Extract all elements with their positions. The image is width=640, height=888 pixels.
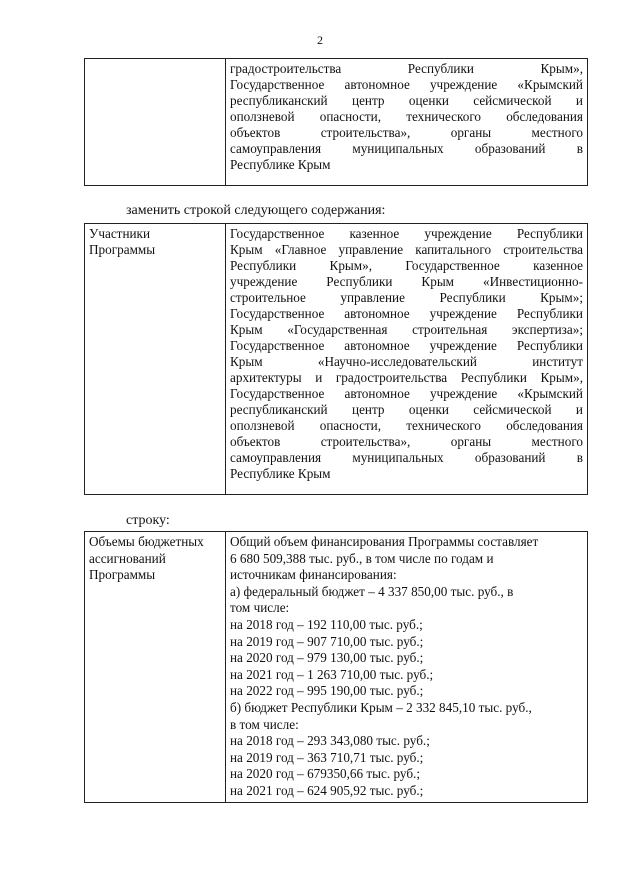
text-line: объектов строительства», органы местного [230, 125, 583, 140]
text-line: на 2022 год – 995 190,00 тыс. руб.; [230, 683, 424, 699]
text-line: а) федеральный бюджет – 4 337 850,00 тыс. руб., в [230, 583, 514, 599]
table-participants [84, 223, 588, 495]
text-line: самоуправления муниципальных образований в [230, 450, 583, 465]
table-right-cell [226, 532, 587, 802]
table-left-cell [85, 59, 226, 185]
table-budget [84, 531, 588, 803]
text-line: Республике Крым [230, 466, 331, 481]
text-line: оползневой опасности, технического обследования [230, 418, 583, 433]
text-line: оползневой опасности, технического обследования [230, 109, 583, 124]
text-line: архитектуры и градостроительства Республики Крым», [230, 370, 583, 385]
text-line: Крым «Научно-исследовательский институт [230, 354, 583, 369]
row-label-line: Объемы бюджетных [89, 534, 204, 549]
text-line: Республике Крым [230, 157, 331, 172]
row-label-line: Программы [89, 567, 156, 583]
text-line: в том числе: [230, 716, 299, 732]
text-line: на 2018 год – 192 110,00 тыс. руб.; [230, 616, 423, 632]
text-line: на 2019 год – 907 710,00 тыс. руб.; [230, 633, 424, 649]
text-line: том числе: [230, 600, 290, 616]
text-line: Общий объем финансирования Программы составляет [230, 534, 539, 549]
text-line: на 2021 год – 624 905,92 тыс. руб.; [230, 782, 424, 798]
text-line: Государственное автономное учреждение Республики [230, 306, 583, 321]
text-line: на 2020 год – 679350,66 тыс. руб.; [230, 766, 420, 782]
text-line: 6 680 509,388 тыс. руб., в том числе по годам и [230, 550, 494, 566]
text-line: б) бюджет Республики Крым – 2 332 845,10 тыс. руб., [230, 699, 532, 715]
text-line: на 2021 год – 1 263 710,00 тыс. руб.; [230, 666, 434, 682]
text-line: Крым «Главное управление капитального строительства [230, 242, 583, 257]
text-line: Республики Крым», Государственное казенное [230, 258, 583, 273]
text-line: на 2019 год – 363 710,71 тыс. руб.; [230, 749, 424, 765]
table-left-cell [85, 532, 226, 802]
row-label-line: Участники [89, 226, 151, 241]
text-line: республиканский центр оценки сейсмической и [230, 93, 583, 108]
replace-instruction: заменить строкой следующего содержания: [126, 203, 386, 218]
table-right-cell [226, 59, 587, 185]
text-line: на 2020 год – 979 130,00 тыс. руб.; [230, 650, 424, 666]
row-instruction: строку: [126, 513, 170, 528]
text-line: Государственное автономное учреждение Республики [230, 338, 583, 353]
table-right-cell [226, 224, 587, 494]
text-line: учреждение Республики Крым «Инвестиционно- [230, 274, 583, 289]
row-label-line: ассигнований [89, 550, 166, 566]
text-line: Крым «Государственная строительная экспертиза»; [230, 322, 583, 337]
text-line: Государственное казенное учреждение Республики [230, 226, 583, 241]
text-line: строительное управление Республики Крым»; [230, 290, 583, 305]
text-line: Государственное автономное учреждение «Крымский [230, 77, 583, 92]
text-line: источникам финансирования: [230, 567, 397, 583]
text-line: республиканский центр оценки сейсмической и [230, 402, 583, 417]
table-left-cell [85, 224, 226, 494]
row-label-line: Программы [89, 242, 156, 257]
text-line: на 2018 год – 293 343,080 тыс. руб.; [230, 733, 430, 749]
text-line: Государственное автономное учреждение «Крымский [230, 386, 583, 401]
text-line: самоуправления муниципальных образований в [230, 141, 583, 156]
table-participants-continued [84, 58, 588, 186]
text-line: объектов строительства», органы местного [230, 434, 583, 449]
text-line: градостроительства Республики Крым», [230, 61, 583, 76]
page-number: 2 [317, 33, 323, 47]
